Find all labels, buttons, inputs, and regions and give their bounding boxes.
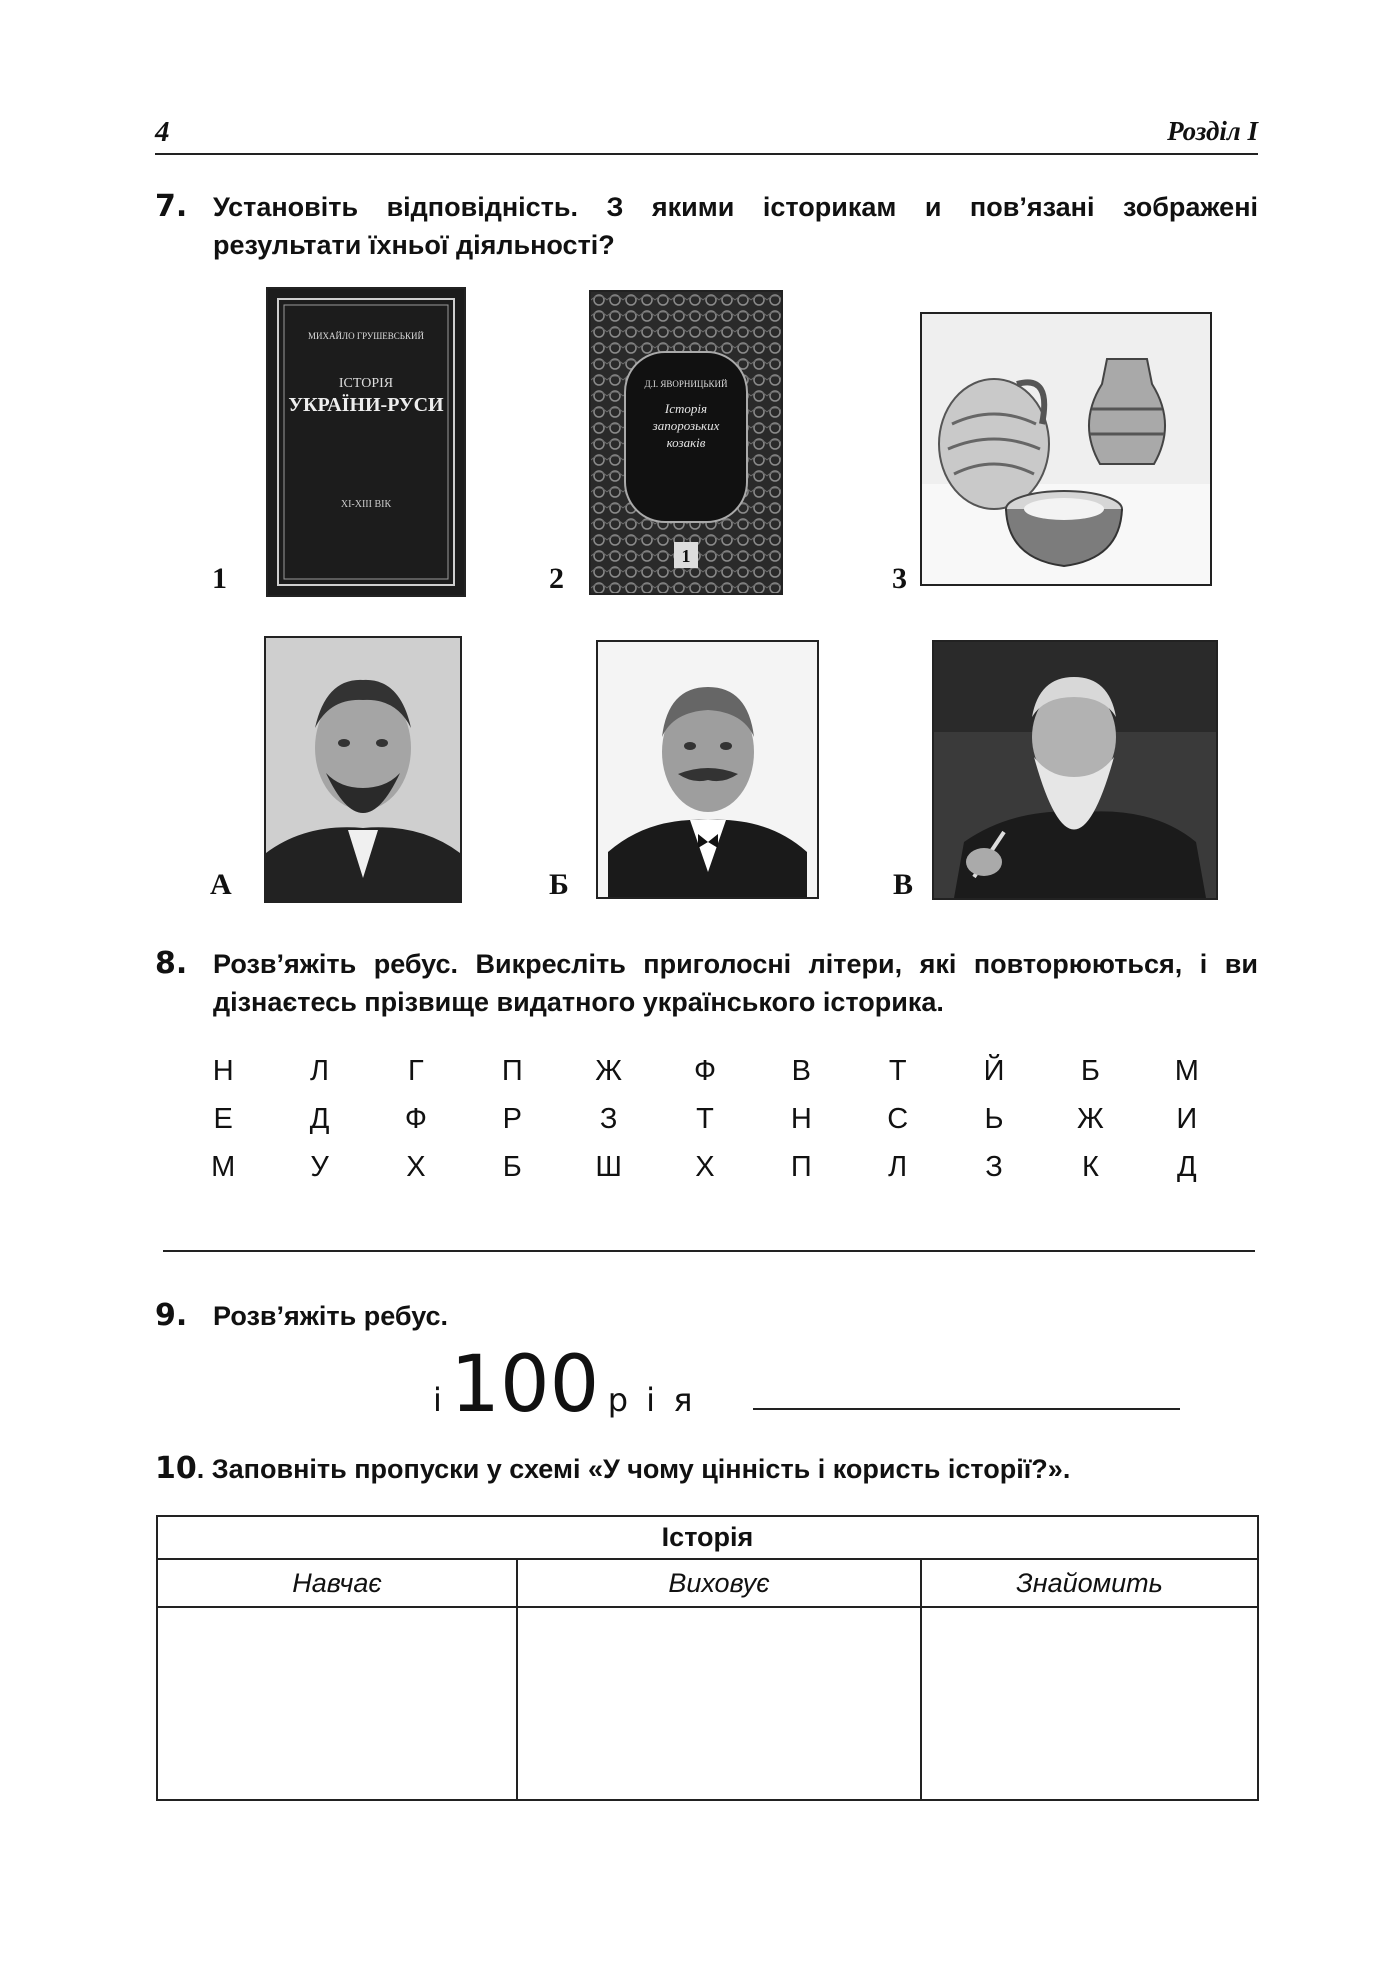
task-8-answer-line[interactable] xyxy=(163,1250,1255,1252)
section-title: Розділ I xyxy=(1167,116,1258,146)
book-image-grushevsky xyxy=(266,287,466,597)
letter-cell[interactable]: Г xyxy=(408,1054,424,1087)
portrait-v-illustration xyxy=(934,642,1216,898)
portrait-label-v: В xyxy=(893,868,914,901)
letter-cell[interactable]: Ф xyxy=(693,1054,716,1087)
task-9-answer-line[interactable] xyxy=(753,1408,1180,1410)
rebus-suffix: р і я xyxy=(607,1381,697,1419)
page-number: 4 xyxy=(155,116,170,148)
portrait-a xyxy=(264,636,462,903)
letter-cell[interactable]: П xyxy=(790,1150,812,1183)
book-1-title-small: ІСТОРІЯ xyxy=(338,376,394,391)
pottery-photo xyxy=(920,312,1212,586)
book-1-title: УКРАЇНИ-РУСИ xyxy=(288,394,444,416)
task-10 xyxy=(155,1450,1070,1488)
letter-cell[interactable]: Х xyxy=(406,1150,426,1183)
letter-cell[interactable]: Л xyxy=(888,1150,908,1183)
rebus-number: 100 xyxy=(450,1340,600,1430)
book-2-volume: 1 xyxy=(681,546,691,566)
image-label-1: 1 xyxy=(212,562,227,595)
letter-cell[interactable]: Л xyxy=(310,1054,330,1087)
letter-cell[interactable]: Е xyxy=(213,1102,233,1135)
letter-cell[interactable]: Ш xyxy=(595,1150,622,1183)
task-9-text: Розв’яжіть ребус. xyxy=(213,1301,449,1331)
letter-cell[interactable]: Й xyxy=(983,1054,1005,1087)
portrait-label-b: Б xyxy=(549,868,569,901)
book-2-author: Д.І. ЯВОРНИЦЬКИЙ xyxy=(644,379,728,389)
letter-cell[interactable]: С xyxy=(887,1102,909,1135)
letter-cell[interactable]: Б xyxy=(1080,1054,1100,1087)
pottery-illustration xyxy=(922,314,1210,584)
letter-cell[interactable]: Д xyxy=(309,1102,330,1135)
book-cover-1 xyxy=(268,289,464,595)
task-7-number: 7. xyxy=(155,189,188,224)
letter-grid xyxy=(175,1047,1235,1191)
letter-cell[interactable]: В xyxy=(791,1054,811,1087)
letter-cell[interactable]: Ф xyxy=(404,1102,427,1135)
book-2-title: Історія запорозьких козаків xyxy=(652,401,720,450)
image-label-3: 3 xyxy=(892,562,907,595)
letter-row-2 xyxy=(175,1095,1235,1143)
scheme-answer-cell[interactable] xyxy=(517,1607,921,1800)
scheme-column-teaches: Навчає xyxy=(157,1559,517,1607)
task-10-text: . Заповніть пропуски у схемі «У чому цінність і користь історії?». xyxy=(196,1454,1071,1484)
letter-cell[interactable]: Н xyxy=(790,1102,812,1135)
scheme-column-educates: Виховує xyxy=(517,1559,921,1607)
task-9-number: 9. xyxy=(155,1298,188,1333)
portrait-b xyxy=(596,640,819,899)
letter-cell[interactable]: У xyxy=(310,1150,329,1183)
letter-cell[interactable]: М xyxy=(211,1150,236,1183)
scheme-answer-cell[interactable] xyxy=(921,1607,1258,1800)
task-8 xyxy=(155,945,1258,1021)
letter-cell[interactable]: Т xyxy=(888,1054,907,1087)
portrait-b-illustration xyxy=(598,642,817,897)
rebus-prefix: і xyxy=(433,1381,442,1419)
letter-cell[interactable]: Н xyxy=(212,1054,234,1087)
book-1-subtitle: XI-XIII ВІК xyxy=(340,499,392,510)
letter-row-3 xyxy=(175,1143,1235,1191)
scheme-column-acquaints: Знайомить xyxy=(921,1559,1258,1607)
book-1-author: МИХАЙЛО ГРУШЕВСЬКИЙ xyxy=(308,331,424,341)
task-9 xyxy=(155,1297,1258,1335)
letter-cell[interactable]: З xyxy=(985,1150,1003,1183)
letter-cell[interactable]: Ж xyxy=(1077,1102,1104,1135)
portrait-a-illustration xyxy=(266,638,460,901)
book-cover-2 xyxy=(591,292,781,593)
letter-cell[interactable]: М xyxy=(1174,1054,1199,1087)
image-label-2: 2 xyxy=(549,562,564,595)
letter-cell[interactable]: З xyxy=(599,1102,618,1135)
letter-cell[interactable]: П xyxy=(501,1054,523,1087)
letter-cell[interactable]: К xyxy=(1081,1150,1099,1183)
letter-cell[interactable]: Р xyxy=(502,1102,522,1135)
header-divider xyxy=(155,153,1258,155)
task-8-text: Розв’яжіть ребус. Викресліть приголосні літери, які повторюються, і ви дізнаєтесь прізвище видатного українського історика. xyxy=(213,949,1258,1017)
letter-cell[interactable]: Б xyxy=(502,1150,522,1183)
task-7-text: Установіть відповідність. З якими історикам и пов’язані зображені результати їхньої діяльності? xyxy=(213,192,1258,260)
scheme-title: Історія xyxy=(157,1516,1258,1559)
letter-cell[interactable]: Ь xyxy=(984,1102,1004,1135)
rebus xyxy=(433,1340,696,1430)
letter-cell[interactable]: Ж xyxy=(595,1054,622,1087)
scheme-answer-cell[interactable] xyxy=(157,1607,517,1800)
task-8-number: 8. xyxy=(155,946,188,981)
book-image-yavornytsky xyxy=(589,290,783,595)
letter-cell[interactable]: И xyxy=(1176,1102,1198,1135)
letter-cell[interactable]: Х xyxy=(695,1150,715,1183)
task-10-number: 10 xyxy=(155,1451,197,1486)
portrait-v xyxy=(932,640,1218,900)
history-scheme-table xyxy=(156,1515,1259,1801)
letter-cell[interactable]: Т xyxy=(696,1102,714,1135)
portrait-label-a: А xyxy=(210,868,232,901)
task-7 xyxy=(155,188,1258,264)
letter-row-1 xyxy=(175,1047,1235,1095)
letter-cell[interactable]: Д xyxy=(1176,1150,1197,1183)
